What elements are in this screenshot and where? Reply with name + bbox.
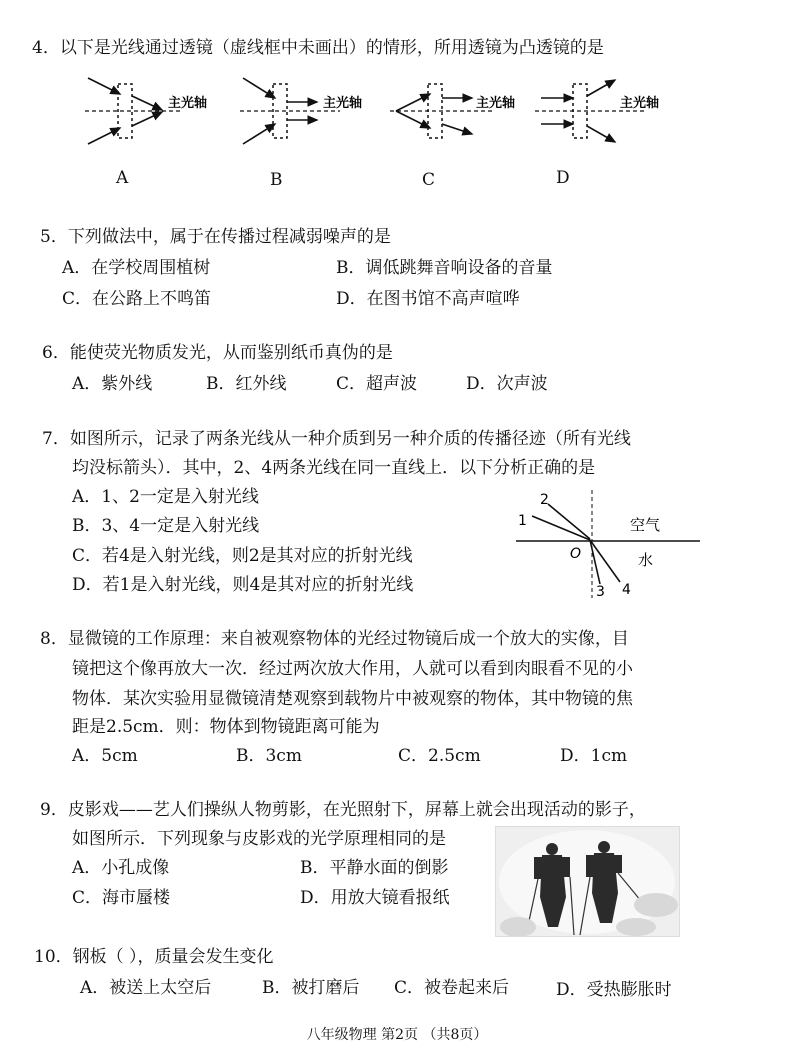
q7-option-c: C．若4是入射光线，则2是其对应的折射光线 — [72, 546, 413, 566]
q8-line2: 镜把这个像再放大一次．经过两次放大作用，人就可以看到肉眼看不见的小 — [72, 659, 633, 679]
q9-option-d: D．用放大镜看报纸 — [300, 888, 450, 908]
diagram-d — [535, 80, 659, 142]
diagram-a-axis-label: 主光轴 — [168, 96, 208, 111]
air-label: 空气 — [630, 516, 661, 534]
q5-option-a: A．在学校周围植树 — [62, 258, 211, 278]
option-label-a: A — [116, 168, 129, 188]
q8-option-c: C．2.5cm — [398, 746, 481, 766]
diagram-b — [240, 78, 362, 144]
q10-stem: 10．钢板（ ），质量会发生变化 — [34, 947, 274, 967]
diagram-c-axis-label: 主光轴 — [476, 96, 516, 111]
q8-line3: 物体．某次实验用显微镜清楚观察到载物片中被观察的物体，其中物镜的焦 — [72, 689, 633, 709]
q7-option-b: B．3、4一定是入射光线 — [72, 516, 260, 536]
q4-stem: 4．以下是光线通过透镜（虚线框中未画出）的情形，所用透镜为凸透镜的是 — [32, 38, 604, 58]
diagram-b-axis-label: 主光轴 — [323, 96, 363, 111]
q7-option-a: A．1、2一定是入射光线 — [72, 487, 259, 507]
q10-option-b: B．被打磨后 — [262, 978, 360, 998]
q8-option-a: A．5cm — [72, 746, 138, 766]
q6-option-c: C．超声波 — [336, 374, 418, 394]
q8-line1: 8．显微镜的工作原理：来自被观察物体的光经过物镜后成一个放大的实像，目 — [40, 629, 629, 649]
option-label-b: B — [270, 170, 283, 190]
ray-2-label: 2 — [540, 492, 549, 508]
ray-4-label: 4 — [622, 582, 631, 598]
diagram-d-axis-label: 主光轴 — [620, 96, 660, 111]
q7-stem-line1: 7．如图所示，记录了两条光线从一种介质到另一种介质的传播径迹（所有光线 — [42, 429, 631, 449]
q10-option-d: D．受热膨胀时 — [556, 980, 672, 1000]
q8-line4: 距是2.5cm．则：物体到物镜距离可能为 — [72, 717, 380, 737]
q9-line1: 9．皮影戏——艺人们操纵人物剪影，在光照射下，屏幕上就会出现活动的影子， — [40, 800, 646, 820]
shadow-puppet-photo — [495, 826, 680, 937]
q6-stem: 6．能使荧光物质发光，从而鉴别纸币真伪的是 — [42, 343, 393, 363]
q7-refraction-diagram — [510, 488, 710, 600]
q5-stem: 5．下列做法中，属于在传播过程减弱噪声的是 — [40, 227, 391, 247]
option-label-c: C — [422, 170, 436, 190]
q6-option-b: B．红外线 — [206, 374, 287, 394]
water-label: 水 — [638, 551, 654, 569]
ray-3-label: 3 — [596, 584, 605, 600]
q5-option-d: D．在图书馆不高声喧哗 — [336, 289, 520, 309]
diagram-c — [390, 84, 515, 138]
q6-option-a: A．紫外线 — [72, 374, 153, 394]
q8-option-b: B．3cm — [236, 746, 302, 766]
option-label-d: D — [556, 168, 570, 188]
origin-label: O — [570, 546, 582, 562]
q8-option-d: D．1cm — [560, 746, 628, 766]
q9-option-a: A．小孔成像 — [72, 858, 170, 878]
q6-option-d: D．次声波 — [466, 374, 548, 394]
q5-option-c: C．在公路上不鸣笛 — [62, 289, 212, 309]
q10-option-c: C．被卷起来后 — [394, 978, 510, 998]
page-footer: 八年级物理 第2页 （共8页） — [306, 1027, 488, 1043]
diagram-a — [85, 78, 207, 144]
ray-1-label: 1 — [518, 513, 527, 529]
q10-option-a: A．被送上太空后 — [80, 978, 212, 998]
q9-option-b: B．平静水面的倒影 — [300, 858, 449, 878]
q7-option-d: D．若1是入射光线，则4是其对应的折射光线 — [72, 575, 414, 595]
q7-stem-line2: 均没标箭头）．其中，2、4两条光线在同一直线上．以下分析正确的是 — [72, 458, 596, 478]
q4-lens-diagrams — [80, 72, 700, 152]
q9-option-c: C．海市蜃楼 — [72, 888, 171, 908]
q5-option-b: B．调低跳舞音响设备的音量 — [336, 258, 553, 278]
q9-line2: 如图所示．下列现象与皮影戏的光学原理相同的是 — [72, 829, 446, 849]
